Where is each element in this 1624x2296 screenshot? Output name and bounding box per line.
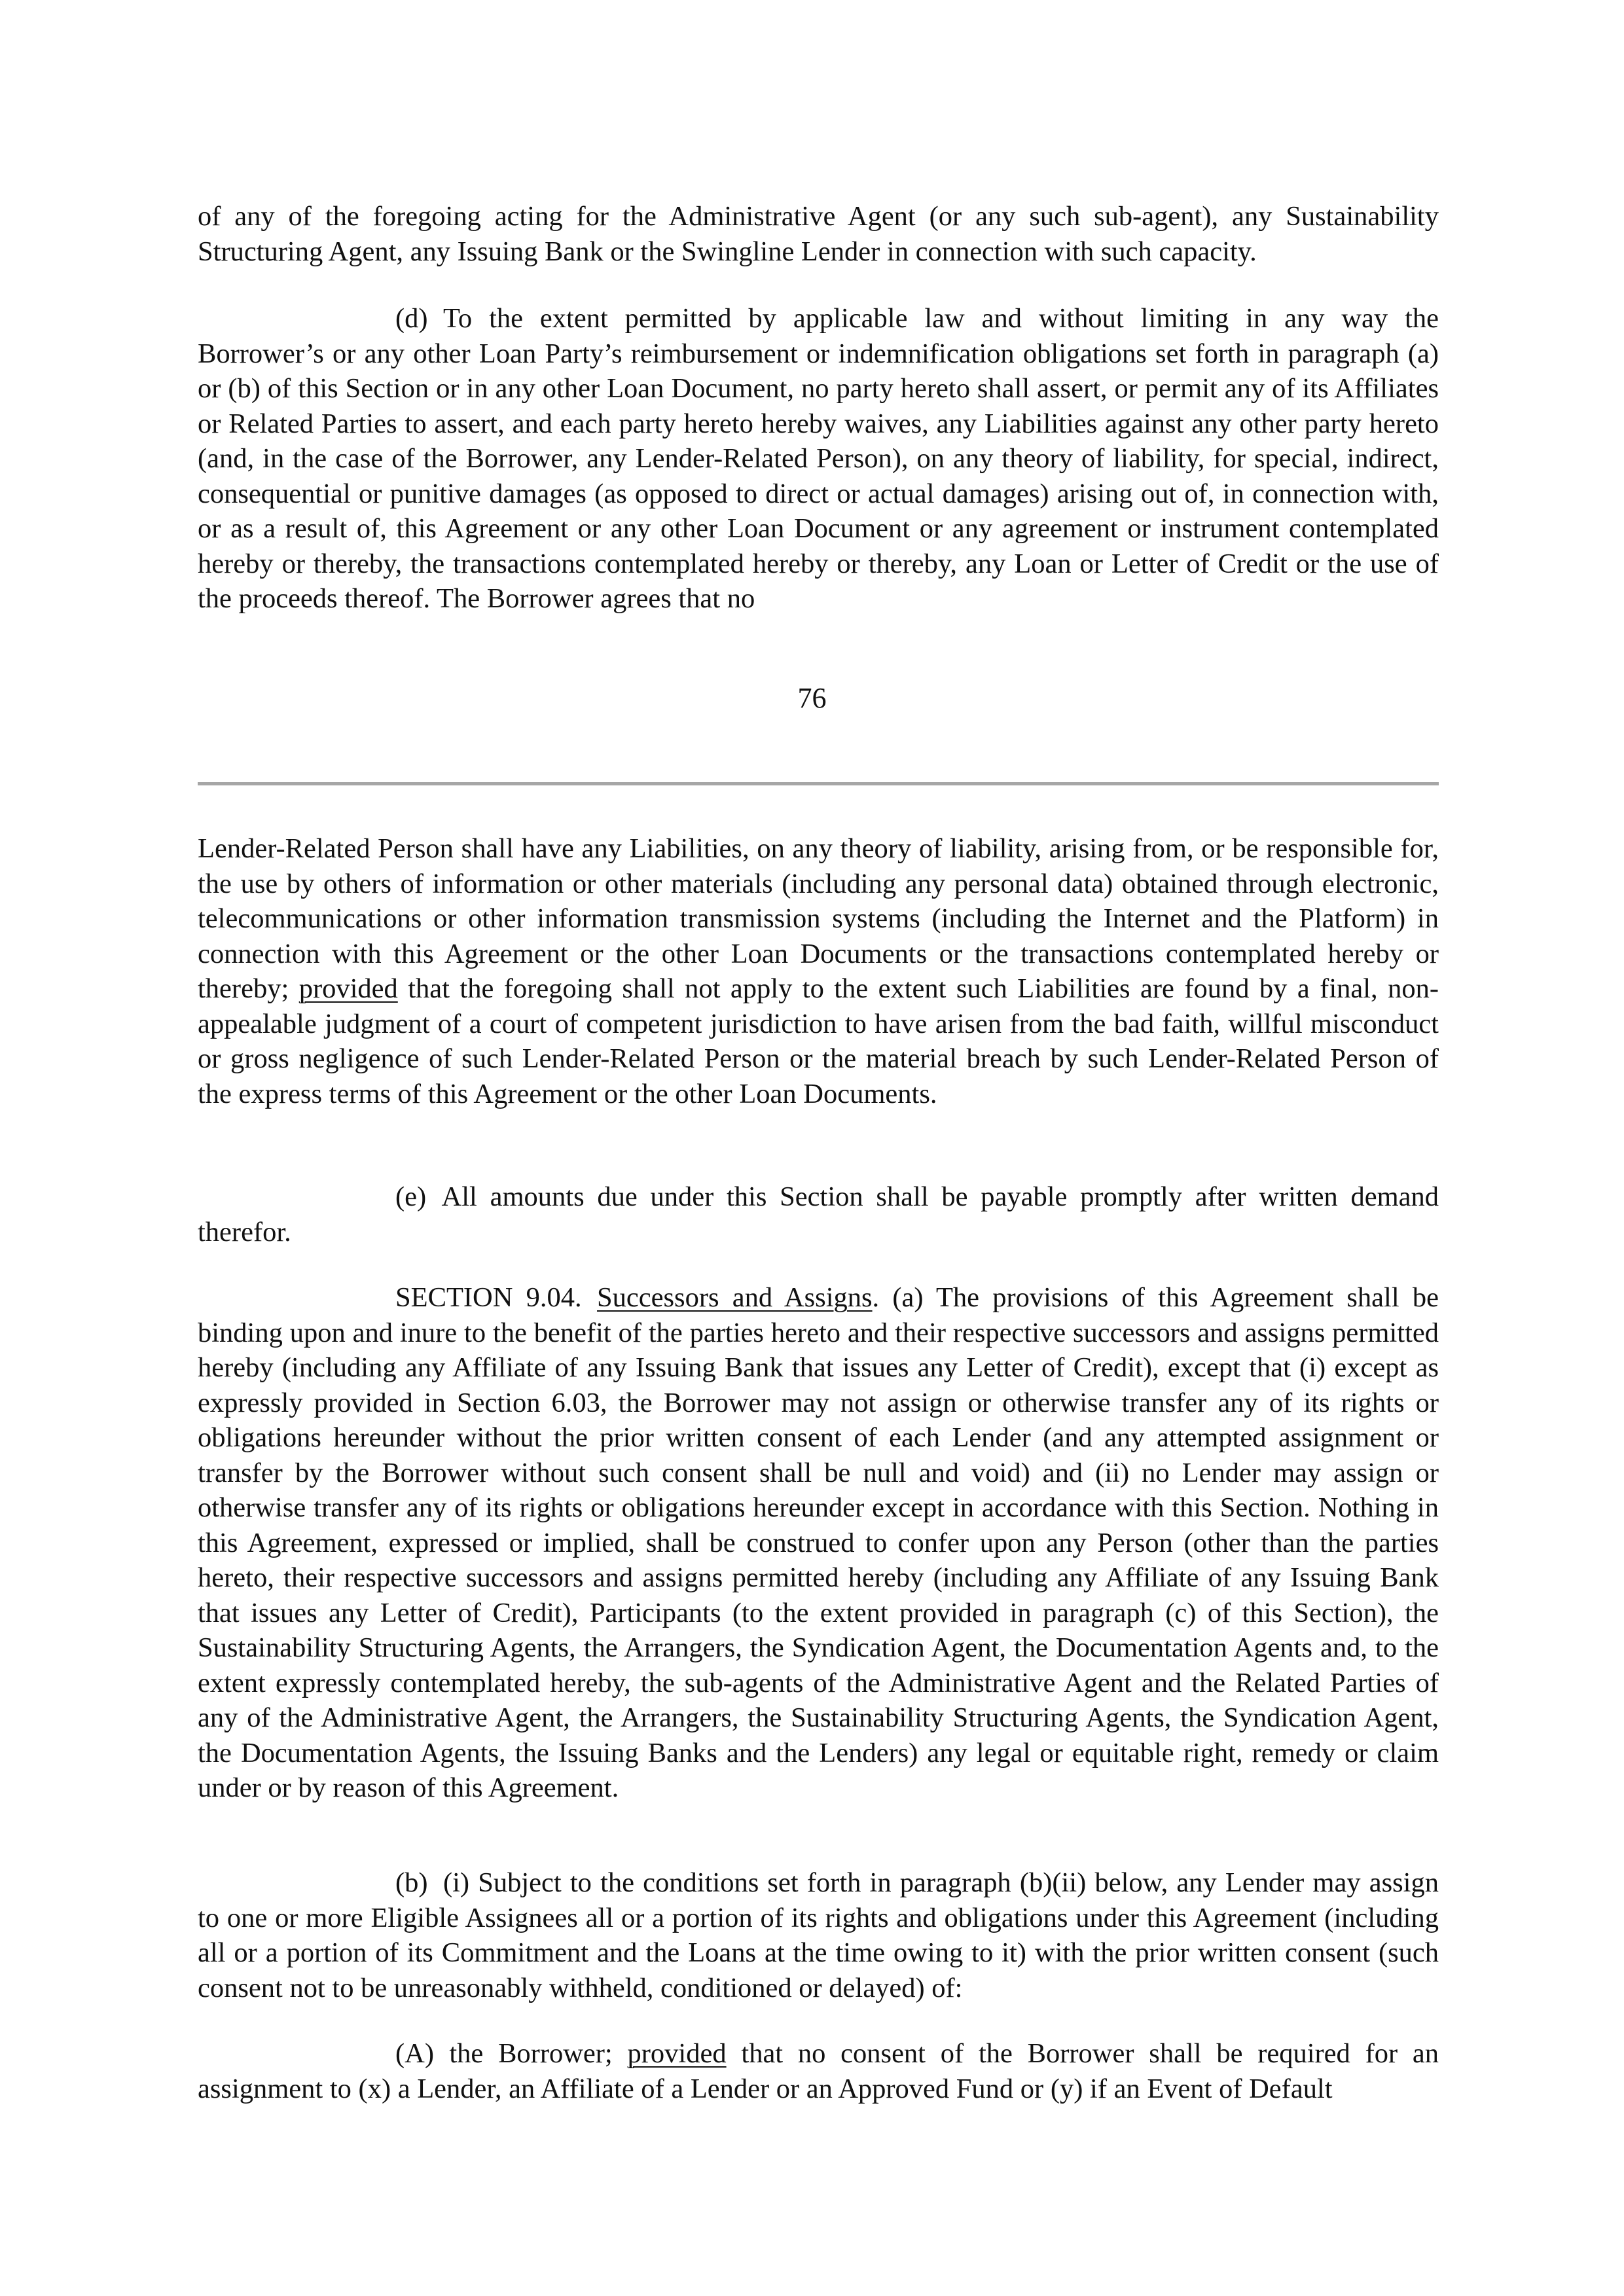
- provided-term: provided: [298, 973, 398, 1004]
- paragraph-A: [198, 2036, 1439, 2106]
- provided-term: provided: [627, 2038, 727, 2069]
- page-break-divider: [198, 782, 1439, 785]
- continuation-paragraph-bottom: [198, 831, 1439, 1111]
- paragraph-e: [198, 1179, 1439, 1249]
- continuation-text-before: Lender-Related Person shall have any Liabilities, on any theory of liability, arising from, or be responsible for, the use by others of information or other materials (including any personal data) obtained through electronic, telecommunications or other information transmission systems (including the Internet and the Platform) in connection with this Agreement or the other Loan Documents or the transactions contemplated hereby or thereby;: [198, 833, 1439, 1004]
- paragraph-b-label: (b): [395, 1867, 428, 1898]
- section-text: . (a) The provisions of this Agreement shall be binding upon and inure to the benefit of the parties hereto and their respective successors and assigns permitted hereby (including any Affiliate of any Issuing Bank that issues any Letter of Credit), except that (i) except as expressly provided in Section 6.03, the Borrower may not assign or otherwise transfer any of its rights or obligations hereunder without the prior written consent of each Lender (and any attempted assignment or transfer by the Borrower without such consent shall be null and void) and (ii) no Lender may assign or otherwise transfer any of its rights or obligations hereunder except in accordance with this Section. Nothing in this Agreement, expressed or implied, shall be construed to confer upon any Person (other than the parties hereto, their respective successors and assigns permitted hereby (including any Affiliate of any Issuing Bank that issues any Letter of Credit), Participants (to the extent provided in paragraph (c) of this Section), the Sustainability Structuring Agents, the Arrangers, the Syndication Agent, the Documentation Agents and, to the extent expressly contemplated hereby, the sub-agents of the Administrative Agent and the Related Parties of any of the Administrative Agent, the Arrangers, the Sustainability Structuring Agents, the Syndication Agent, the Documentation Agents, the Issuing Banks and the Lenders) any legal or equitable right, remedy or claim under or by reason of this Agreement.: [198, 1282, 1439, 1803]
- paragraph-A-before: the Borrower;: [449, 2038, 613, 2069]
- paragraph-A-after: that no consent of the Borrower shall be required for an assignment to (x) a Lender, an Affiliate of a Lender or an Approved Fund or (y) if an Event of Default: [198, 2038, 1439, 2104]
- paragraph-d-label: (d): [395, 303, 428, 334]
- paragraph-b: [198, 1865, 1439, 2005]
- paragraph-A-label: (A): [395, 2038, 434, 2069]
- section-number: SECTION 9.04.: [395, 1282, 582, 1313]
- paragraph-d-text: To the extent permitted by applicable law and without limiting in any way the Borrower’s or any other Loan Party’s reimbursement or indemnification obligations set forth in paragraph (a) or (b) of this Section or in any other Loan Document, no party hereto shall assert, or permit any of its Affiliates or Related Parties to assert, and each party hereto hereby waives, any Liabilities against any other party hereto (and, in the case of the Borrower, any Lender-Related Person), on any theory of liability, for special, indirect, consequential or punitive damages (as opposed to direct or actual damages) arising out of, in connection with, or as a result of, this Agreement or any other Loan Document or any agreement or instrument contemplated hereby or thereby, the transactions contemplated hereby or thereby, any Loan or Letter of Credit or the use of the proceeds thereof. The Borrower agrees that no: [198, 303, 1439, 614]
- paragraph-b-text: (i) Subject to the conditions set forth in paragraph (b)(ii) below, any Lender may assign to one or more Eligible Assignees all or a portion of its rights and obligations under this Agreement (including all or a portion of its Commitment and the Loans at the time owing to it) with the prior written consent (such consent not to be unreasonably withheld, conditioned or delayed) of:: [198, 1867, 1439, 2003]
- continuation-paragraph-top: [198, 199, 1439, 269]
- paragraph-d: [198, 301, 1439, 617]
- continuation-text-after: that the foregoing shall not apply to the extent such Liabilities are found by a final, non-appealable judgment of a court of competent jurisdiction to have arisen from the bad faith, willful misconduct or gross negligence of such Lender-Related Person or the material breach by such Lender-Related Person of the express terms of this Agreement or the other Loan Documents.: [198, 973, 1439, 1109]
- continuation-text: of any of the foregoing acting for the Administrative Agent (or any such sub-agent), any Sustainability Structuring Agent, any Issuing Bank or the Swingline Lender in connection with such capacity.: [198, 201, 1439, 267]
- section-heading: Successors and Assigns: [597, 1282, 873, 1313]
- page-number: 76: [797, 682, 827, 714]
- paragraph-e-label: (e): [395, 1181, 427, 1212]
- paragraph-e-text: All amounts due under this Section shall be payable promptly after written demand therefor.: [198, 1181, 1439, 1247]
- section-9-04: [198, 1280, 1439, 1806]
